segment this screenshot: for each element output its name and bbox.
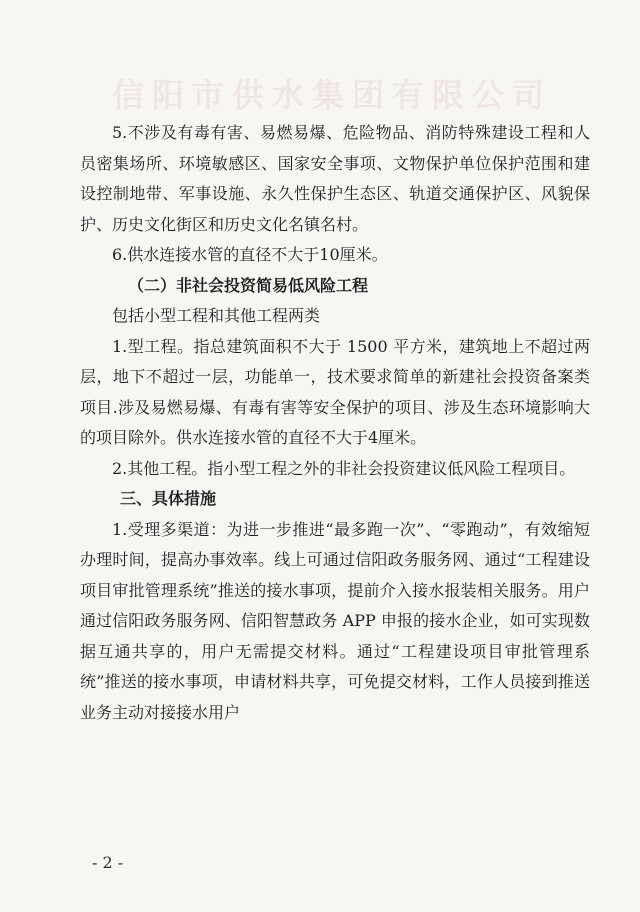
paragraph-item-6: 6.供水连接水管的直径不大于10厘米。 (112, 245, 388, 264)
document-body (80, 118, 590, 728)
company-watermark-stamp: 信阳市供水集团有限公司 (112, 76, 553, 114)
section-heading-3: 三、具体措施 (120, 489, 217, 508)
section-heading-2: （二）非社会投资简易低风险工程 (128, 275, 369, 295)
paragraph-intro: 包括小型工程和其他工程两类 (112, 306, 321, 325)
paragraph-measure-1: 1.受理多渠道：为进一步推进“最多跑一次”、“零跑动”，有效缩短办理时间，提高办事效率。线上可通过信阳政务服务网、通过“工程建设项目审批管理系统”推送的接水事项，提前介入接水报装相关服务。用户通过信阳政务服务网、信阳智慧政务 APP 申报的接水企业，如可实现数据互通共享的，用户无需提交材料。通过“工程建设项目审批管理系统”推送的接水事项，申请材料共享，可免提交材料，工作人员接到推送业务主动对接接水用户 (80, 519, 590, 722)
paragraph-item-5: 5.不涉及有毒有害、易燃易爆、危险物品、消防特殊建设工程和人员密集场所、环境敏感区、国家安全事项、文物保护单位保护范围和建设控制地带、军事设施、永久性保护生态区、轨道交通保护区、风貌保护、历史文化街区和历史文化名镇名村。 (80, 123, 590, 234)
paragraph-other-project: 2.其他工程。指小型工程之外的非社会投资建议低风险工程项目。 (112, 458, 576, 478)
page-number: - 2 - (92, 853, 124, 872)
paragraph-small-project: 1.型工程。指总建筑面积不大于 1500 平方米，建筑地上不超过两层，地下不超过一层，功能单一，技术要求简单的新建社会投资备案类项目.涉及易燃易爆、有毒有害等安全保护的项目、涉及生态环境影响大的项目除外。供水连接水管的直径不大于4厘米。 (80, 336, 590, 447)
